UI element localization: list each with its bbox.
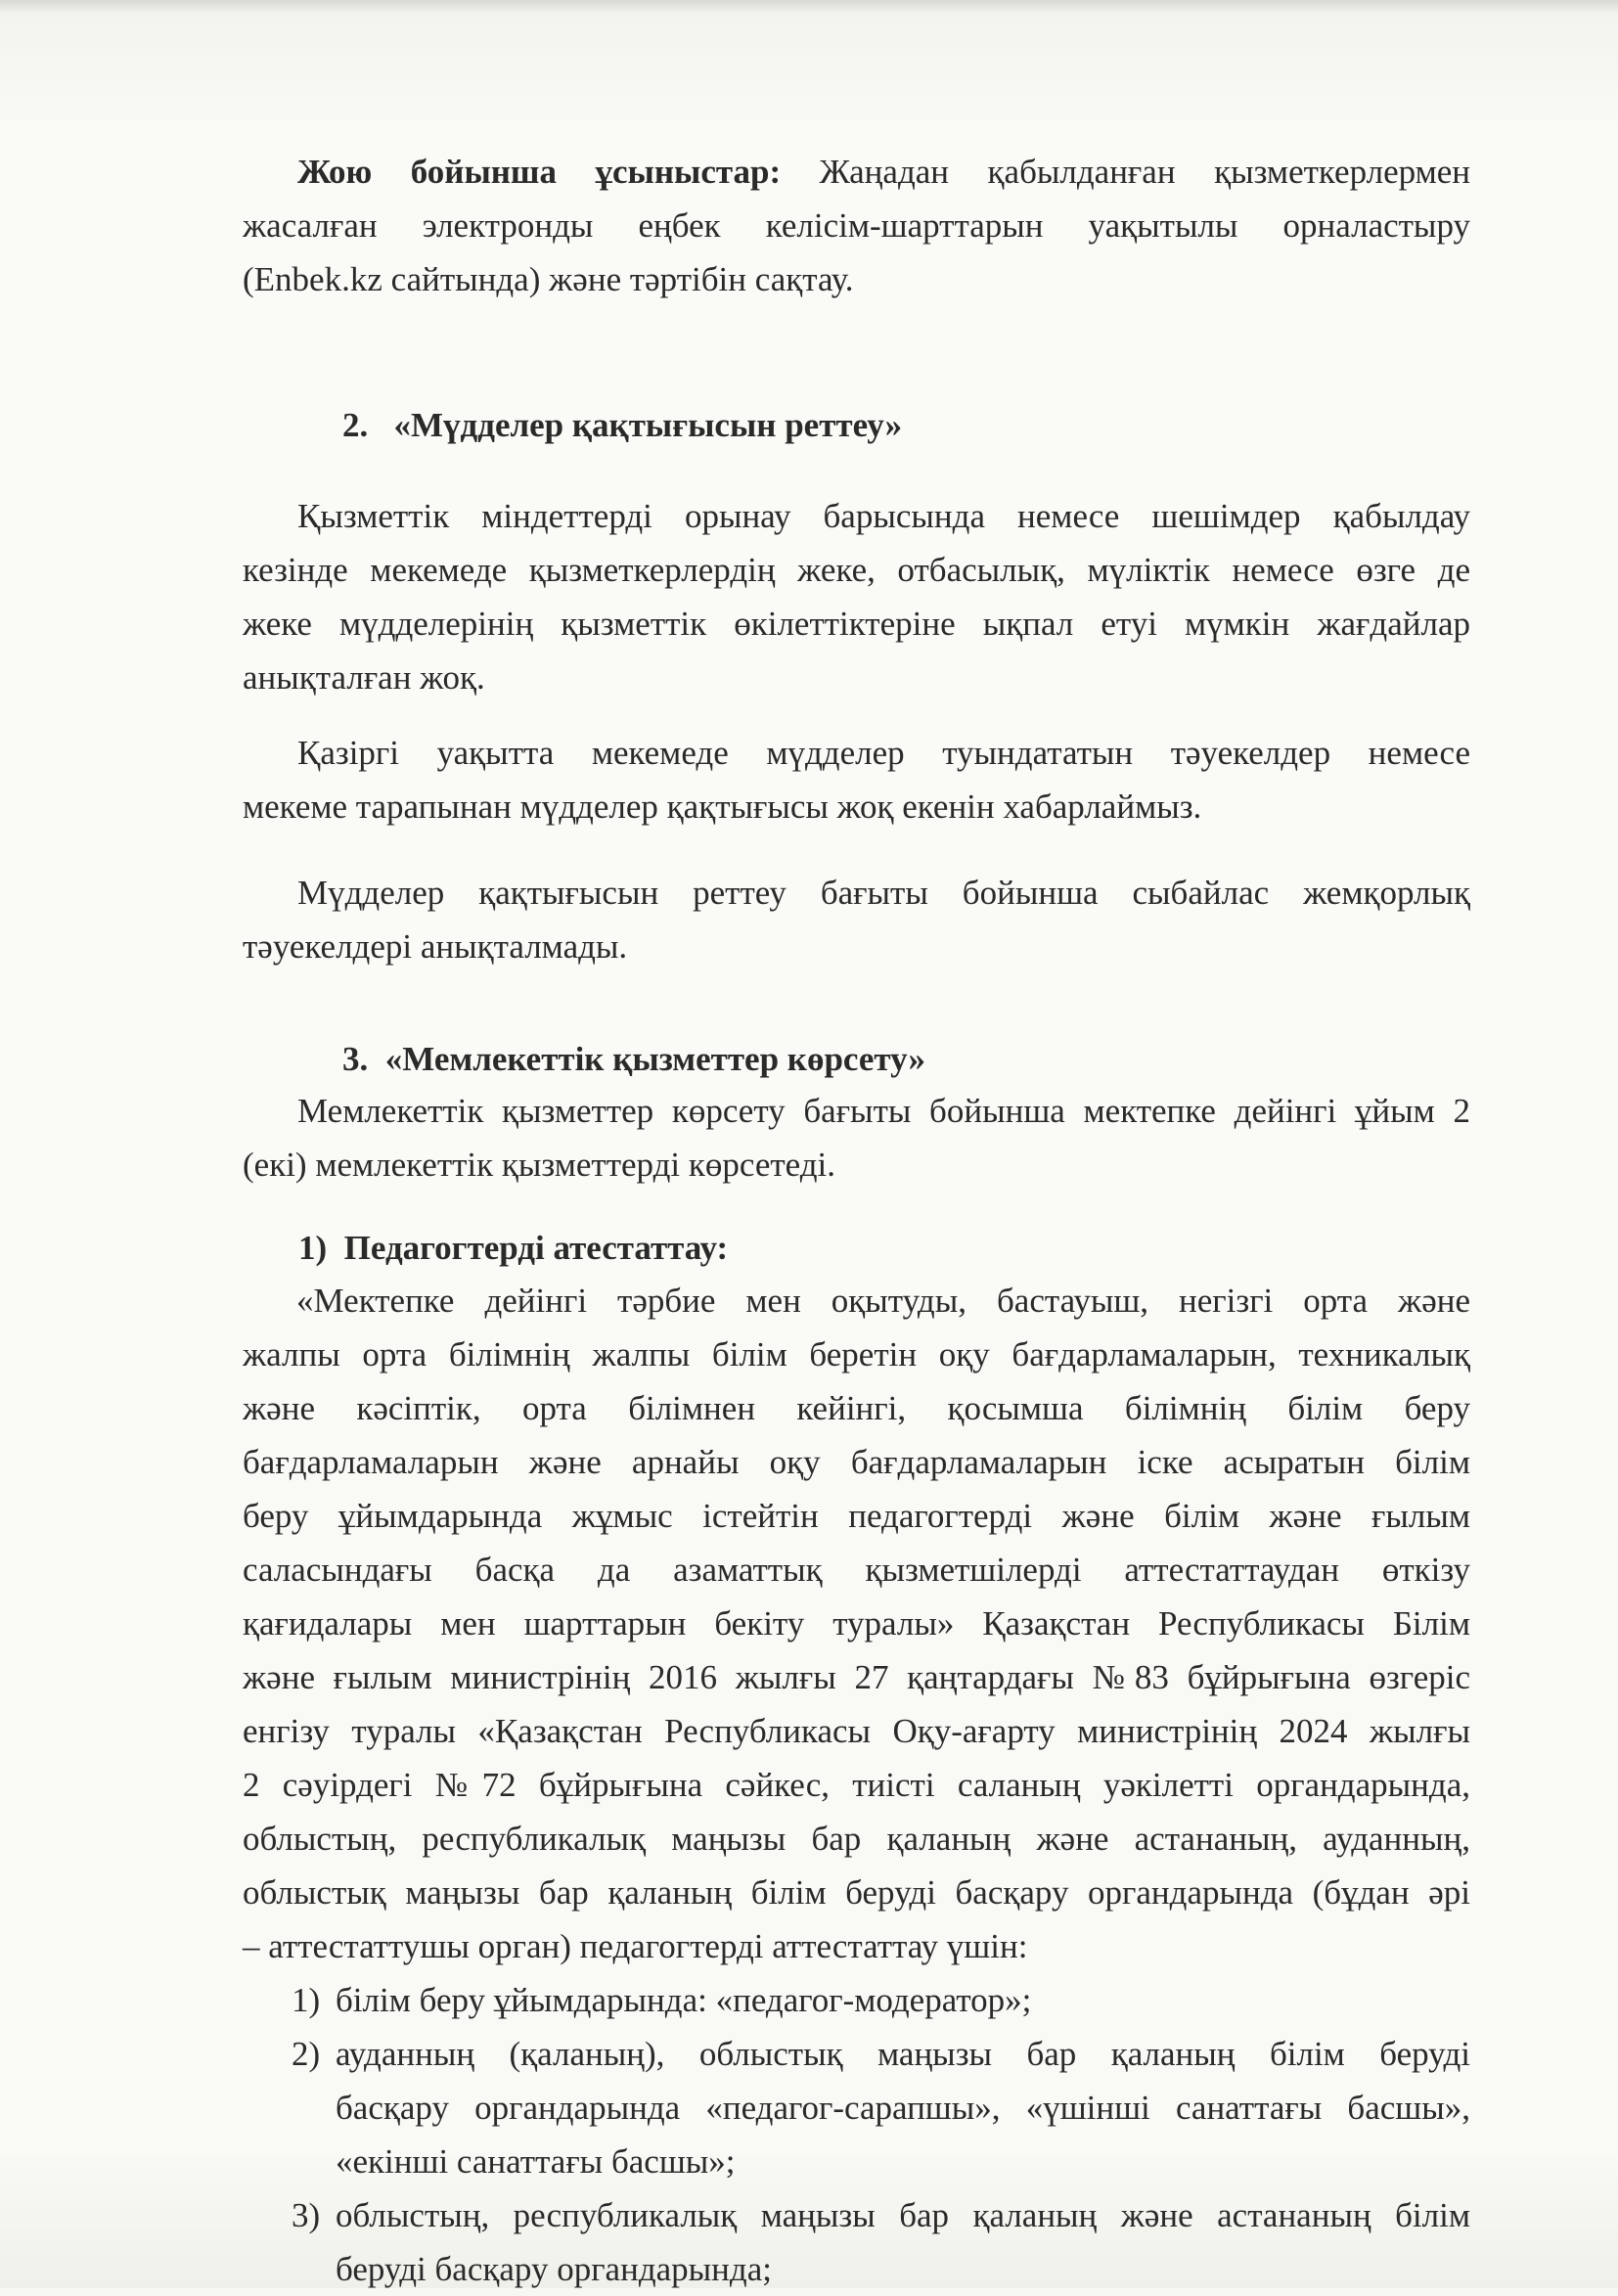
list-item-line: «екінші санаттағы басшы»; — [336, 2142, 736, 2181]
scan-edge — [0, 0, 1618, 14]
list-item-number: 3) — [292, 2196, 321, 2234]
section-3-title: «Мемлекеттік қызметтер көрсету» — [384, 1040, 926, 1078]
list-item-2 — [292, 2027, 1470, 2188]
section-3-body — [243, 1274, 1470, 1973]
intro-line-2: жасалған электронды еңбек келісім-шарттарын уақытылы орналастыру — [243, 206, 1470, 245]
subsection-1-heading — [298, 1221, 728, 1275]
body-line: енгізу туралы «Қазақстан Республикасы Оқу-ағарту министрінің 2024 жылғы — [243, 1712, 1470, 1750]
section-2-title: «Мүдделер қақтығысын реттеу» — [393, 406, 903, 444]
body-line: 2 сәуірдегі №72 бұйрығына сәйкес, тиісті саланың уәкілетті органдарында, — [243, 1766, 1470, 1804]
section-2-paragraph-2 — [243, 726, 1470, 833]
section-2-heading — [342, 398, 902, 452]
section-3-heading — [342, 1032, 925, 1086]
s2p1-line: жеке мүдделерінің қызметтік өкілеттіктеріне ықпал етуі мүмкін жағдайлар — [243, 605, 1470, 643]
s2p3-line: тәуекелдері анықталмады. — [243, 927, 628, 966]
section-2-paragraph-1 — [243, 489, 1470, 704]
body-line: және ғылым министрінің 2016 жылғы 27 қаңтардағы №83 бұйрығына өзгеріс — [243, 1658, 1470, 1696]
s2p1-line: анықталған жоқ. — [243, 658, 485, 697]
s3p1-line: (екі) мемлекеттік қызметтерді көрсетеді. — [243, 1146, 836, 1184]
s2p3-line: Мүдделер қақтығысын реттеу бағыты бойынша сыбайлас жемқорлық — [297, 874, 1470, 912]
body-line: облыстық маңызы бар қаланың білім беруді басқару органдарында (бұдан әрі — [243, 1873, 1470, 1912]
body-line: «Мектепке дейінгі тәрбие мен оқытуды, бастауыш, негізгі орта және — [296, 1282, 1470, 1320]
body-line: – аттестаттушы орган) педагогтерді аттестаттау үшін: — [243, 1927, 1028, 1965]
s2p2-line: мекеме тарапынан мүдделер қақтығысы жоқ екенін хабарлаймыз. — [243, 788, 1202, 826]
section-3-paragraph-1 — [243, 1084, 1470, 1192]
list-item-line: ауданның (қаланың), облыстық маңызы бар қаланың білім беруді — [336, 2035, 1470, 2073]
list-item-1 — [292, 1973, 1470, 2027]
list-item-line: беруді басқару органдарында; — [336, 2250, 772, 2288]
subsection-1-title: Педагогтерді атестаттау: — [343, 1229, 729, 1267]
s2p1-line: Қызметтік міндеттерді орынау барысында немесе шешімдер қабылдау — [297, 497, 1470, 535]
body-line: облыстың, республикалық маңызы бар қаланың және астананың, ауданның, — [243, 1820, 1470, 1858]
intro-paragraph — [243, 145, 1470, 306]
body-line: жалпы орта білімнің жалпы білім беретін оқу бағдарламаларын, техникалық — [243, 1335, 1470, 1373]
list-item-3 — [292, 2188, 1470, 2296]
body-line: бағдарламаларын және арнайы оқу бағдарламаларын іске асыратын білім — [243, 1443, 1470, 1481]
body-line: беру ұйымдарында жұмыс істейтін педагогтерді және білім және ғылым — [243, 1497, 1470, 1535]
list-item-number: 1) — [292, 1981, 321, 2019]
list-item-line: басқару органдарында «педагог-сарапшы», «үшінші санаттағы басшы», — [336, 2089, 1470, 2127]
section-2-paragraph-3 — [243, 866, 1470, 973]
list-item-line: облыстың, республикалық маңызы бар қаланың және астананың білім — [336, 2196, 1470, 2234]
s2p1-line: кезінде мекемеде қызметкерлердің жеке, отбасылық, мүліктік немесе өзге де — [243, 551, 1470, 589]
body-line: қағидалары мен шарттарын бекіту туралы» Қазақстан Республикасы Білім — [243, 1604, 1470, 1643]
section-3-number: 3. — [342, 1040, 369, 1078]
intro-lead: Жою бойынша ұсыныстар: — [297, 153, 782, 191]
body-line: саласындағы басқа да азаматтық қызметшілерді аттестаттаудан өткізу — [243, 1551, 1470, 1589]
body-line: және кәсіптік, орта білімнен кейінгі, қосымша білімнің білім беру — [243, 1389, 1470, 1427]
subsection-1-number: 1) — [298, 1229, 328, 1267]
list-item-number: 2) — [292, 2035, 321, 2073]
s3p1-line: Мемлекеттік қызметтер көрсету бағыты бойынша мектепке дейінгі ұйым 2 — [297, 1092, 1470, 1130]
list-item-line: білім беру ұйымдарында: «педагог-модератор»; — [336, 1981, 1032, 2019]
intro-line-1: Жою бойынша ұсыныстар: Жаңадан қабылданған қызметкерлермен — [297, 153, 1470, 191]
s2p2-line: Қазіргі уақытта мекемеде мүдделер туындататын тәуекелдер немесе — [297, 734, 1470, 772]
intro-line-3: (Enbek.kz сайтында) және тәртібін сақтау. — [243, 260, 854, 298]
section-2-number: 2. — [342, 406, 369, 444]
numbered-list — [292, 1973, 1470, 2296]
